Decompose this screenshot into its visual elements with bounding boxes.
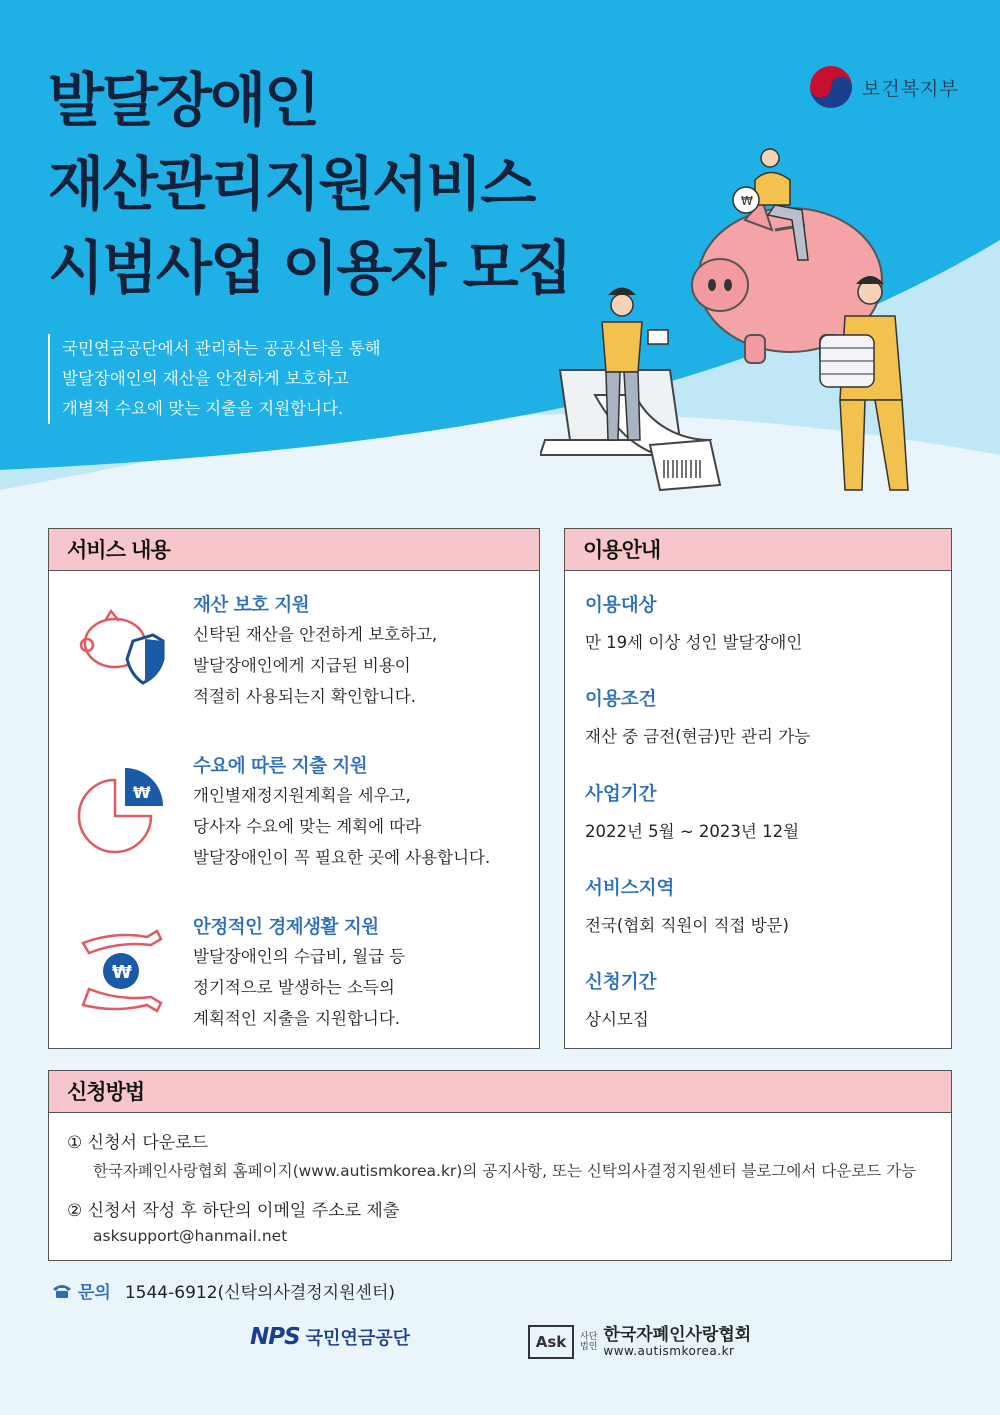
apply-method-panel	[48, 1070, 952, 1261]
hero-banner	[0, 0, 1000, 520]
usage-info-panel	[564, 528, 952, 1049]
info-item	[585, 874, 789, 936]
info-heading: 이용안내	[565, 529, 951, 571]
contact-line	[52, 1278, 395, 1303]
nps-name: 국민연금공단	[305, 1328, 410, 1349]
piggy-bank-illustration	[540, 140, 980, 510]
apply-step-1: ① 신청서 다운로드	[67, 1133, 209, 1153]
service-line: 개인별재정지원계획을 세우고,	[193, 786, 411, 805]
page-title	[48, 58, 571, 310]
service-line: 계획적인 지출을 지원합니다.	[193, 1009, 401, 1028]
pie-won-icon	[75, 766, 167, 858]
ask-url[interactable]: www.autismkorea.kr	[603, 1344, 735, 1358]
apply-heading: 신청방법	[49, 1071, 951, 1113]
services-panel	[48, 528, 540, 1049]
info-label: 서비스지역	[585, 878, 675, 899]
service-line: 적절히 사용되는지 확인합니다.	[193, 687, 416, 706]
service-line: 발달장애인의 수급비, 월급 등	[193, 947, 406, 966]
ask-text	[603, 1326, 751, 1358]
ask-small-1: 사단	[580, 1332, 598, 1342]
info-label: 이용조건	[585, 689, 657, 710]
ministry-logo	[808, 64, 959, 110]
services-heading: 서비스 내용	[49, 529, 539, 571]
info-label: 신청기간	[585, 972, 657, 993]
phone-icon	[52, 1283, 72, 1299]
service-title: 수요에 따른 지출 지원	[193, 756, 368, 777]
ministry-name: 보건복지부	[862, 77, 959, 100]
apply-step-1-detail: 한국자폐인사랑협회 홈페이지(www.autismkorea.kr)의 공지사항, 또는 신탁의사결정지원센터 블로그에서 다운로드 가능	[93, 1162, 917, 1180]
svg-text:₩: ₩	[741, 194, 753, 208]
info-item	[585, 685, 810, 747]
service-title: 안정적인 경제생활 지원	[193, 917, 379, 938]
svg-text:₩: ₩	[112, 962, 132, 983]
piggy-shield-icon	[75, 601, 167, 693]
info-value: 2022년 5월 ~ 2023년 12월	[585, 822, 800, 841]
info-value: 전국(협회 직원이 직접 방문)	[585, 916, 789, 935]
info-label: 사업기간	[585, 784, 657, 805]
info-item	[585, 780, 799, 842]
intro-line-2: 발달장애인의 재산을 안전하게 보호하고	[62, 369, 349, 388]
service-line: 발달장애인에게 지급된 비용이	[193, 656, 411, 675]
intro-text	[48, 334, 381, 424]
contact-phone[interactable]: 1544-6912(신탁의사결정지원센터)	[124, 1283, 396, 1303]
service-body	[193, 619, 437, 712]
info-item	[585, 591, 802, 653]
info-item	[585, 968, 656, 1030]
ask-name: 한국자폐인사랑협회	[603, 1325, 752, 1345]
info-value: 만 19세 이상 성인 발달장애인	[585, 633, 803, 652]
hands-won-icon	[75, 923, 167, 1015]
service-line: 신탁된 재산을 안전하게 보호하고,	[193, 625, 438, 644]
svg-text:₩: ₩	[133, 783, 151, 802]
service-line: 발달장애인이 꼭 필요한 곳에 사용합니다.	[193, 848, 491, 867]
intro-line-1: 국민연금공단에서 관리하는 공공신탁을 통해	[62, 339, 381, 358]
intro-line-3: 개별적 수요에 맞는 지출을 지원합니다.	[62, 399, 344, 418]
ask-mark: Ask	[528, 1325, 574, 1359]
title-line-3: 시범사업 이용자 모집	[48, 234, 571, 302]
info-value: 재산 중 금전(현금)만 관리 가능	[585, 727, 811, 746]
service-line: 당사자 수요에 맞는 계획에 따라	[193, 817, 422, 836]
contact-label: 문의	[78, 1283, 111, 1303]
title-line-1: 발달장애인	[48, 66, 319, 134]
apply-step-2: ② 신청서 작성 후 하단의 이메일 주소로 제출	[67, 1201, 400, 1221]
apply-email[interactable]: asksupport@hanmail.net	[93, 1227, 288, 1245]
service-title: 재산 보호 지원	[193, 595, 310, 616]
service-line: 정기적으로 발생하는 소득의	[193, 978, 395, 997]
nps-mark: NPS	[250, 1324, 300, 1350]
info-label: 이용대상	[585, 595, 657, 616]
info-value: 상시모집	[585, 1010, 649, 1029]
ask-small-2: 법인	[580, 1342, 598, 1352]
ask-corp-label	[580, 1332, 597, 1352]
taegeuk-emblem-icon	[808, 64, 854, 110]
ask-logo	[528, 1325, 751, 1359]
service-body	[193, 780, 490, 873]
service-body	[193, 941, 405, 1034]
nps-logo	[250, 1324, 410, 1350]
title-line-2: 재산관리지원서비스	[48, 150, 535, 218]
